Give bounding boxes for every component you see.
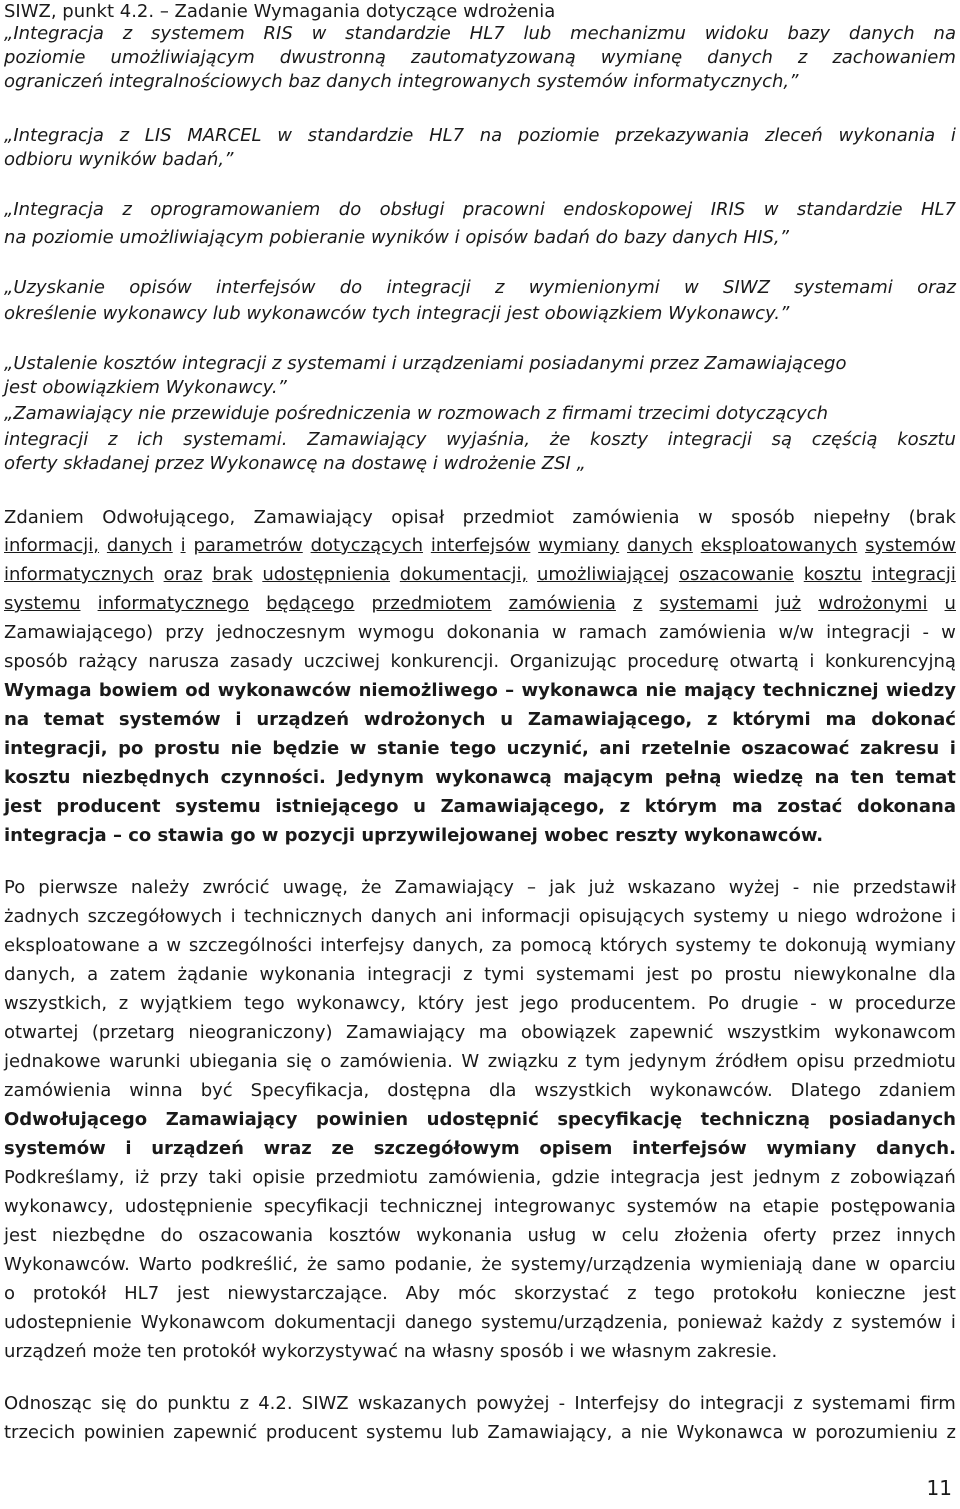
text-line: poziomie umożliwiającym dwustronną zautomatyzowaną wymianę danych z zachowaniem bbox=[4, 47, 956, 68]
text-line: zamówienia winna być Specyfikacja, dostępna dla wszystkich wykonawców. Dlatego zdaniem bbox=[4, 1080, 956, 1101]
text-line: wykonawcy, udostępnienie specyfikacji technicznej integrowanyc systemów na etapie postępowania bbox=[4, 1196, 956, 1217]
text-line: systemów i urządzeń wraz ze szczegółowym opisem interfejsów wymiany danych. bbox=[4, 1138, 956, 1159]
text-line: o protokół HL7 jest niewystarczające. Aby móc skorzystać z tego protokołu konieczne jest bbox=[4, 1283, 956, 1304]
text-line: „Ustalenie kosztów integracji z systemami i urządzeniami posiadanymi przez Zamawiającego bbox=[4, 353, 847, 374]
text-line: udostepnienie Wykonawcom dokumentacji danego systemu/urządzenia, ponieważ każdy z systemów i bbox=[4, 1312, 956, 1333]
text-line: Po pierwsze należy zwrócić uwagę, że Zamawiający – jak już wskazano wyżej - nie przedstawił bbox=[4, 877, 956, 898]
text-line: trzecich powinien zapewnić producent systemu lub Zamawiający, a nie Wykonawca w porozumieniu z bbox=[4, 1422, 956, 1443]
text-line: integracja – co stawia go w pozycji uprzywilejowanej wobec reszty wykonawców. bbox=[4, 825, 824, 846]
text-line: jest producent systemu istniejącego u Zamawiającego, z którym ma zostać dokonana bbox=[4, 796, 956, 817]
text-line: „Integracja z oprogramowaniem do obsługi pracowni endoskopowej IRIS w standardzie HL7 bbox=[4, 199, 956, 220]
text-line: na temat systemów i urządzeń wdrożonych u Zamawiającego, z którymi ma dokonać bbox=[4, 709, 956, 730]
text-line: eksploatowane a w szczególności interfejsy danych, za pomocą których systemy te dokonują wymiany bbox=[4, 935, 956, 956]
text-line: Wykonawców. Warto podkreślić, że samo podanie, że systemy/urządzenia wymieniają dane w oparciu bbox=[4, 1254, 956, 1275]
text-line: żadnych szczegółowych i technicznych danych ani informacji opisujących systemy u niego wdrożone i bbox=[4, 906, 956, 927]
text-line: Zdaniem Odwołującego, Zamawiający opisał przedmiot zamówienia w sposób niepełny (brak bbox=[4, 507, 956, 528]
text-line: otwartej (przetarg nieograniczony) Zamawiający ma obowiązek zapewnić wszystkim wykonawcom bbox=[4, 1022, 956, 1043]
text-line: „Integracja z systemem RIS w standardzie HL7 lub mechanizmu widoku bazy danych na bbox=[4, 23, 956, 44]
text-line: jednakowe warunki ubiegania się o zamówienia. W związku z tym jedynym źródłem opisu przedmiotu bbox=[4, 1051, 956, 1072]
text-line: Odnosząc się do punktu z 4.2. SIWZ wskazanych powyżej - Interfejsy do integracji z systemami firm bbox=[4, 1393, 956, 1414]
text-line: urządzeń może ten protokół wykorzystywać na własny sposób i we własnym zakresie. bbox=[4, 1341, 778, 1362]
text-line: Zamawiającego) przy jednoczesnym wymogu dokonania w ramach zamówienia w/w integracji - w bbox=[4, 622, 956, 643]
page-number: 11 bbox=[926, 1476, 952, 1500]
text-line: systemu informatycznego będącego przedmiotem zamówienia z systemami już wdrożonymi u bbox=[4, 593, 956, 614]
text-line: ograniczeń integralnościowych baz danych integrowanych systemów informatycznych,” bbox=[4, 71, 799, 92]
text-line: Odwołującego Zamawiający powinien udostępnić specyfikację techniczną posiadanych bbox=[4, 1109, 956, 1130]
text-line: odbioru wyników badań,” bbox=[4, 149, 234, 170]
text-line: integracji z ich systemami. Zamawiający wyjaśnia, że koszty integracji są częścią kosztu bbox=[4, 429, 956, 450]
text-line: jest niezbędne do oszacowania kosztów wykonania usług w celu złożenia oferty przez innych bbox=[4, 1225, 956, 1246]
text-line: integracji, po prostu nie będzie w stanie tego uczynić, ani rzetelnie oszacować zakresu i bbox=[4, 738, 956, 759]
text-line: sposób rażący narusza zasady uczciwej konkurencji. Organizując procedurę otwartą i konkurencyjną bbox=[4, 651, 956, 672]
text-line: informatycznych oraz brak udostępnienia dokumentacji, umożliwiającej oszacowanie kosztu integracji bbox=[4, 564, 956, 585]
text-line: danych, a zatem żądanie wykonania integracji z tymi systemami jest po prostu niewykonalne dla bbox=[4, 964, 956, 985]
text-line: na poziomie umożliwiającym pobieranie wyników i opisów badań do bazy danych HIS,” bbox=[4, 227, 789, 248]
text-line: „Integracja z LIS MARCEL w standardzie HL7 na poziomie przekazywania zleceń wykonania i bbox=[4, 125, 956, 146]
text-line: określenie wykonawcy lub wykonawców tych integracji jest obowiązkiem Wykonawcy.” bbox=[4, 303, 790, 324]
text-line: Wymaga bowiem od wykonawców niemożliwego – wykonawca nie mający technicznej wiedzy bbox=[4, 680, 956, 701]
text-line: oferty składanej przez Wykonawcę na dostawę i wdrożenie ZSI „ bbox=[4, 453, 586, 474]
text-line: „Uzyskanie opisów interfejsów do integracji z wymienionymi w SIWZ systemami oraz bbox=[4, 277, 956, 298]
text-line: informacji, danych i parametrów dotyczących interfejsów wymiany danych eksploatowanych systemów bbox=[4, 535, 956, 556]
text-line: SIWZ, punkt 4.2. – Zadanie Wymagania dotyczące wdrożenia bbox=[4, 1, 556, 22]
text-line: wszystkich, z wyjątkiem tego wykonawcy, który jest jego producentem. Po drugie - w procedurze bbox=[4, 993, 956, 1014]
text-line: jest obowiązkiem Wykonawcy.” bbox=[4, 377, 287, 398]
text-line: kosztu niezbędnych czynności. Jedynym wykonawcą mającym pełną wiedzę na ten temat bbox=[4, 767, 956, 788]
text-line: „Zamawiający nie przewiduje pośredniczenia w rozmowach z firmami trzecimi dotyczących bbox=[4, 403, 829, 424]
text-line: Podkreślamy, iż przy taki opisie przedmiotu zamówienia, gdzie integracja jest jednym z zobowiązań bbox=[4, 1167, 956, 1188]
